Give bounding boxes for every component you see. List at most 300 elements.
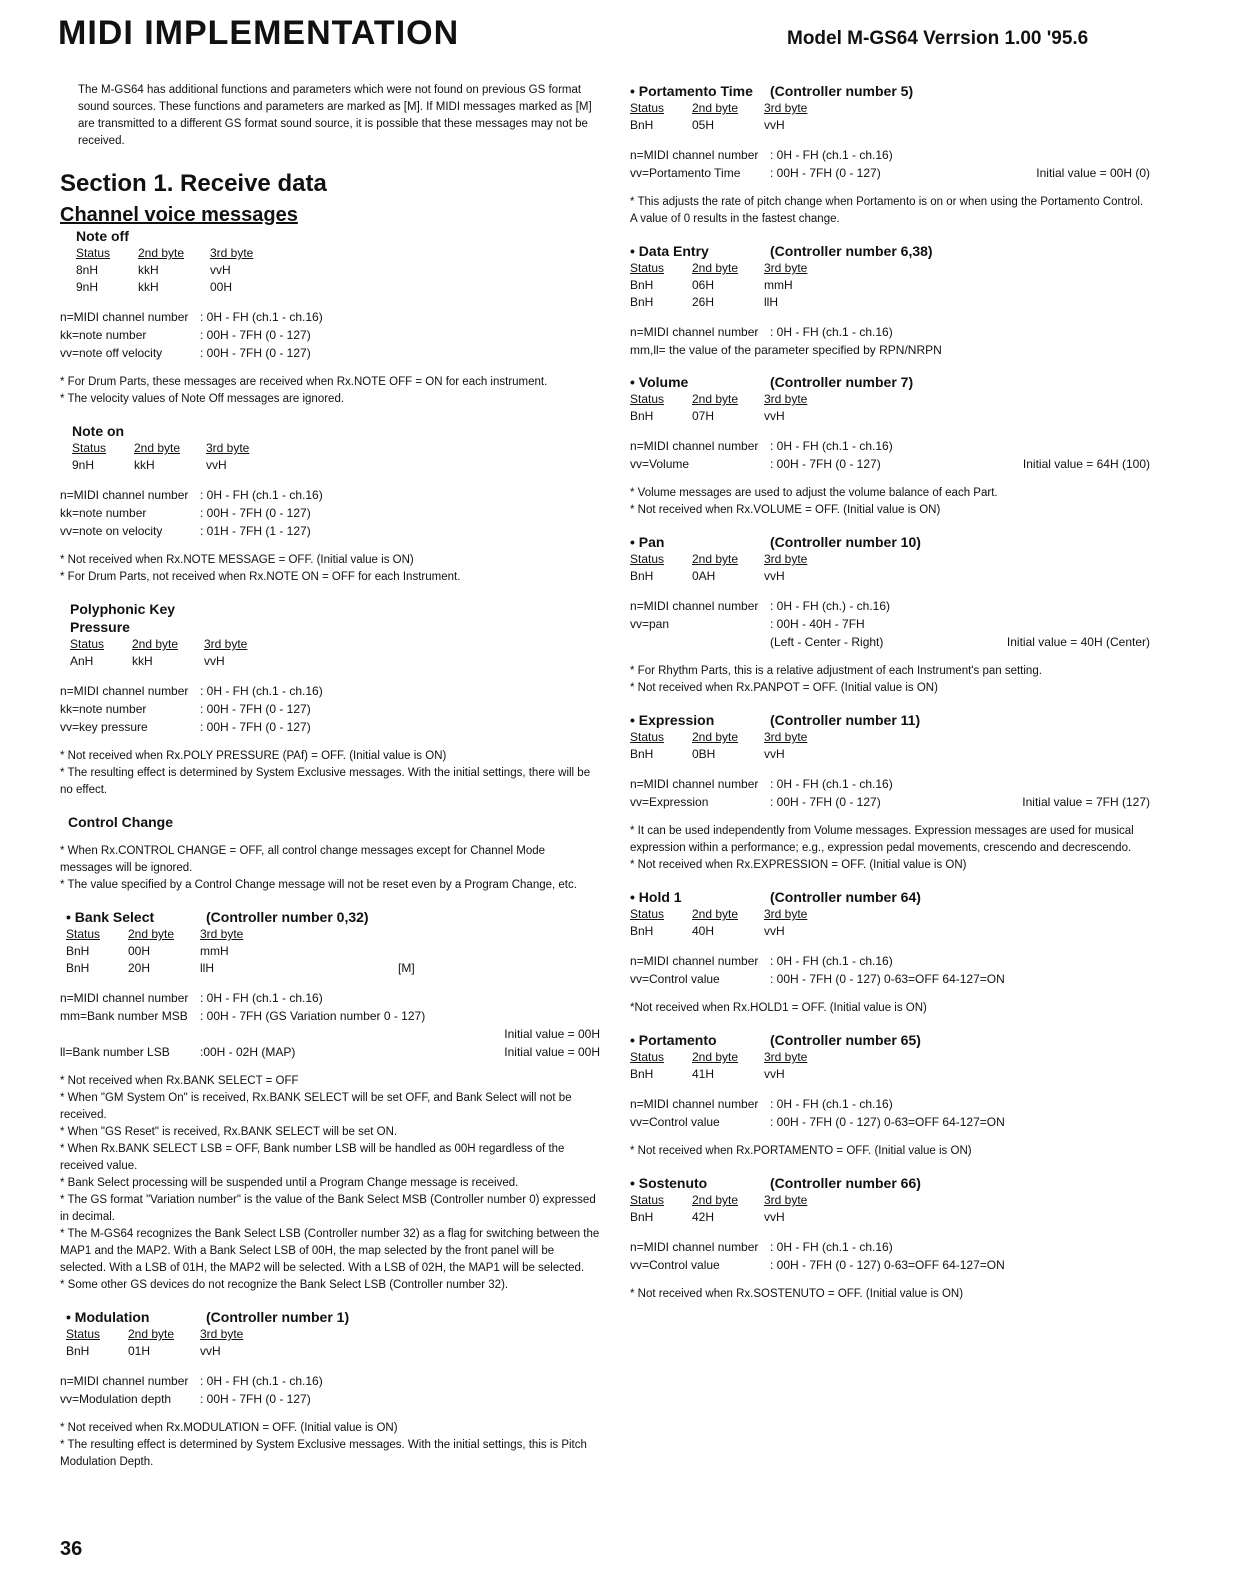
column-header: Status: [66, 927, 101, 941]
byte-table-header: [630, 100, 1150, 117]
parameter-range: : 0H - FH (ch.1 - ch.16): [200, 310, 323, 324]
parameter-row: [60, 700, 600, 718]
parameter-list: [630, 952, 1150, 988]
byte-cell: BnH: [630, 1067, 654, 1081]
message-name: • Hold 1: [630, 889, 682, 905]
block-data-entry: [630, 242, 1150, 359]
byte-cell: BnH: [630, 118, 654, 132]
byte-row: [630, 1209, 1150, 1226]
message-name: • Modulation: [66, 1309, 150, 1325]
parameter-name: ll=Bank number LSB: [60, 1045, 170, 1059]
byte-table: [76, 245, 600, 296]
notes: [60, 1073, 600, 1294]
note: * Not received when Rx.PANPOT = OFF. (Initial value is ON): [630, 682, 938, 694]
parameter-list: [630, 146, 1150, 182]
byte-row: [630, 294, 1150, 311]
parameter-list: [630, 323, 1150, 359]
column-header: 2nd byte: [692, 392, 739, 406]
parameter-name: vv=note on velocity: [60, 524, 163, 538]
parameter-range: : 01H - 7FH (1 - 127): [200, 524, 311, 538]
byte-cell: 26H: [692, 295, 715, 309]
right-column: [630, 82, 1150, 1303]
parameter-list: [630, 597, 1150, 651]
message-name: • Bank Select: [66, 909, 155, 925]
note: * The value specified by a Control Change message will not be reset even by a Program Change, etc.: [60, 879, 577, 891]
notes: [60, 843, 600, 894]
byte-row: [630, 1066, 1150, 1083]
message-title: [630, 1174, 1150, 1192]
parameter-range: : 0H - FH (ch.1 - ch.16): [770, 1240, 893, 1254]
parameter-row: [630, 437, 1150, 455]
parameter-row: [630, 597, 1150, 615]
column-header: 2nd byte: [132, 637, 179, 651]
byte-cell: BnH: [630, 409, 654, 423]
column-header: 2nd byte: [128, 927, 175, 941]
initial-value: Initial value = 64H (100): [1022, 457, 1150, 471]
note: * Not received when Rx.SOSTENUTO = OFF. (Initial value is ON): [630, 1288, 964, 1300]
byte-table-header: [630, 1049, 1150, 1066]
parameter-row: [60, 504, 600, 522]
byte-row: [66, 960, 600, 977]
parameter-name: n=MIDI channel number: [60, 991, 189, 1005]
left-column: [60, 82, 600, 1471]
column-header: 2nd byte: [692, 1193, 739, 1207]
notes: [630, 823, 1150, 874]
parameter-row: [630, 970, 1150, 988]
controller-number: (Controller number 11): [770, 712, 921, 728]
byte-cell: llH: [764, 295, 778, 309]
message-title: [68, 813, 600, 831]
parameter-row: [630, 633, 1150, 651]
byte-cell: 9nH: [76, 280, 99, 294]
note: * Not received when Rx.NOTE MESSAGE = OFF. (Initial value is ON): [60, 554, 414, 566]
parameter-range: : 00H - 7FH (0 - 127) 0-63=OFF 64-127=ON: [770, 972, 1005, 986]
message-name: • Sostenuto: [630, 1175, 708, 1191]
byte-row: [630, 746, 1150, 763]
column-header: 3rd byte: [204, 637, 248, 651]
block-expression: [630, 711, 1150, 874]
byte-row: [72, 457, 600, 474]
parameter-range: : 00H - 7FH (0 - 127): [200, 1392, 311, 1406]
byte-cell: BnH: [630, 569, 654, 583]
column-header: 2nd byte: [692, 1050, 739, 1064]
subsection-title: Channel voice messages: [60, 204, 298, 226]
column-header: 3rd byte: [206, 441, 250, 455]
column-header: Status: [630, 907, 665, 921]
section-title: Section 1. Receive data: [60, 170, 327, 197]
message-title: [66, 908, 600, 926]
byte-cell: vvH: [764, 118, 785, 132]
parameter-row: [630, 775, 1150, 793]
column-header: 2nd byte: [138, 246, 185, 260]
controller-number: (Controller number 6,38): [770, 243, 933, 259]
parameter-range: : 00H - 7FH (0 - 127): [770, 795, 881, 809]
column-header: Status: [630, 552, 665, 566]
column-header: 2nd byte: [134, 441, 181, 455]
parameter-range: : 00H - 7FH (0 - 127): [200, 328, 311, 342]
column-header: 3rd byte: [764, 1050, 808, 1064]
parameter-range: : 00H - 7FH (0 - 127) 0-63=OFF 64-127=ON: [770, 1115, 1005, 1129]
controller-number: (Controller number 1): [206, 1309, 350, 1325]
byte-row: [630, 568, 1150, 585]
parameter-name: vv=Control value: [630, 972, 720, 986]
note: * Not received when Rx.POLY PRESSURE (PAf) = OFF. (Initial value is ON): [60, 750, 447, 762]
parameter-row: [60, 1043, 600, 1061]
byte-table-header: [70, 636, 600, 653]
column-header: 3rd byte: [764, 392, 808, 406]
parameter-range: : 0H - FH (ch.1 - ch.16): [770, 954, 893, 968]
column-header: Status: [630, 1193, 665, 1207]
note: * When Rx.BANK SELECT LSB = OFF, Bank number LSB will be handled as 00H regardless of the received value.: [60, 1143, 565, 1172]
byte-row: [630, 923, 1150, 940]
byte-row: [630, 277, 1150, 294]
controller-number: (Controller number 0,32): [206, 909, 369, 925]
byte-cell: 01H: [128, 1344, 151, 1358]
byte-cell: [M]: [398, 961, 415, 975]
column-header: 3rd byte: [764, 907, 808, 921]
parameter-range: : 0H - FH (ch.) - ch.16): [770, 599, 891, 613]
message-title: [630, 373, 1150, 391]
parameter-row: [60, 1007, 600, 1025]
byte-table-header: [630, 260, 1150, 277]
parameter-range: : 00H - 40H - 7FH: [770, 617, 865, 631]
parameter-row: [60, 989, 600, 1007]
note: * Not received when Rx.MODULATION = OFF. (Initial value is ON): [60, 1422, 398, 1434]
parameter-row: [630, 455, 1150, 473]
parameter-name: n=MIDI channel number: [60, 684, 189, 698]
parameter-name: n=MIDI channel number: [630, 1240, 759, 1254]
parameter-range: : 0H - FH (ch.1 - ch.16): [200, 488, 323, 502]
byte-cell: BnH: [630, 924, 654, 938]
message-name: • Expression: [630, 712, 715, 728]
byte-cell: vvH: [764, 1067, 785, 1081]
byte-cell: 8nH: [76, 263, 99, 277]
notes: [630, 1000, 1150, 1017]
parameter-row: [60, 326, 600, 344]
byte-row: [76, 279, 600, 296]
note: * The M-GS64 recognizes the Bank Select LSB (Controller number 32) as a flag for switching between the MAP1 and the MAP2. With a Bank Select LSB of 00H, the map selected by the front panel will be selected. With a LSB of 01H, the MAP2 will be selected. With a LSB of 02H, the MAP1 will be selected.: [60, 1228, 600, 1274]
byte-table: [630, 1049, 1150, 1083]
byte-cell: vvH: [200, 1344, 221, 1358]
block-modulation: [60, 1308, 600, 1471]
initial-value: Initial value = 7FH (127): [1022, 795, 1150, 809]
note: * It can be used independently from Volume messages. Expression messages are used for musical expression within a performance; e.g., expression pedal movements, crescendo and decrescendo.: [630, 825, 1134, 854]
message-title: [66, 1308, 600, 1326]
parameter-row: [630, 1113, 1150, 1131]
byte-table-header: [630, 906, 1150, 923]
column-header: 3rd byte: [764, 552, 808, 566]
byte-table-header: [66, 1326, 600, 1343]
controller-number: (Controller number 5): [770, 83, 914, 99]
block-hold1: [630, 888, 1150, 1017]
parameter-range: : 00H - 7FH (0 - 127): [200, 346, 311, 360]
parameter-row: [60, 522, 600, 540]
byte-table: [630, 100, 1150, 134]
parameter-name: [630, 633, 770, 651]
controller-number: (Controller number 65): [770, 1032, 921, 1048]
byte-table-header: [72, 440, 600, 457]
column-header: Status: [70, 637, 105, 651]
parameter-list: [60, 682, 600, 736]
byte-row: [66, 943, 600, 960]
note: * For Drum Parts, not received when Rx.NOTE ON = OFF for each Instrument.: [60, 571, 461, 583]
parameter-list: [60, 989, 600, 1061]
byte-cell: 07H: [692, 409, 715, 423]
column-header: 3rd byte: [200, 1327, 244, 1341]
byte-cell: 41H: [692, 1067, 715, 1081]
byte-table-header: [630, 1192, 1150, 1209]
byte-cell: 9nH: [72, 458, 95, 472]
intro-paragraph: The M-GS64 has additional functions and parameters which were not found on previous GS format sound sources. These functions and parameters are marked as [M]. If MIDI messages marked as [M] are transmitted to a different GS format sound source, it is possible that these messages may not be received.: [78, 84, 592, 147]
column-header: 3rd byte: [764, 730, 808, 744]
parameter-name: mm,ll= the value of the parameter specified by RPN/NRPN: [630, 343, 942, 357]
column-header: 3rd byte: [764, 261, 808, 275]
parameter-range: : 0H - FH (ch.1 - ch.16): [200, 1374, 323, 1388]
byte-cell: 00H: [210, 280, 233, 294]
parameter-range: : 0H - FH (ch.1 - ch.16): [770, 325, 893, 339]
column-header: Status: [76, 246, 111, 260]
parameter-row: [630, 793, 1150, 811]
parameter-range: : 0H - FH (ch.1 - ch.16): [770, 1097, 893, 1111]
parameter-list: [60, 486, 600, 540]
parameter-row: [630, 341, 1150, 359]
parameter-range: : 0H - FH (ch.1 - ch.16): [200, 684, 323, 698]
parameter-name: n=MIDI channel number: [630, 954, 759, 968]
parameter-row: [60, 1372, 600, 1390]
notes: [60, 748, 600, 799]
note: * Not received when Rx.PORTAMENTO = OFF. (Initial value is ON): [630, 1145, 972, 1157]
block-sostenuto: [630, 1174, 1150, 1303]
column-header: Status: [630, 1050, 665, 1064]
column-header: Status: [630, 730, 665, 744]
parameter-name: vv=pan: [630, 617, 670, 631]
parameter-name: n=MIDI channel number: [630, 599, 759, 613]
parameter-range: : 00H - 7FH (0 - 127): [200, 506, 311, 520]
parameter-list: [630, 1095, 1150, 1131]
parameter-name: n=MIDI channel number: [630, 439, 759, 453]
message-name: • Pan: [630, 534, 665, 550]
note: * Not received when Rx.EXPRESSION = OFF. (Initial value is ON): [630, 859, 967, 871]
parameter-name: n=MIDI channel number: [630, 1097, 759, 1111]
block-portamento-time: [630, 82, 1150, 228]
message-name: • Portamento Time: [630, 83, 753, 99]
byte-cell: vvH: [204, 654, 225, 668]
block-portamento: [630, 1031, 1150, 1160]
message-title: [72, 422, 600, 440]
block-poly-pressure: [60, 600, 600, 799]
message-name: • Data Entry: [630, 243, 709, 259]
initial-value: Initial value = 00H: [504, 1045, 600, 1059]
byte-cell: mmH: [764, 278, 793, 292]
parameter-range: : 00H - 7FH (0 - 127): [770, 166, 881, 180]
notes: [60, 1420, 600, 1471]
parameter-name: vv=note off velocity: [60, 346, 163, 360]
parameter-name: kk=note number: [60, 328, 147, 342]
byte-table-header: [630, 729, 1150, 746]
byte-cell: vvH: [764, 409, 785, 423]
byte-cell: 06H: [692, 278, 715, 292]
note: * Some other GS devices do not recognize the Bank Select LSB (Controller number 32).: [60, 1279, 509, 1291]
parameter-name: n=MIDI channel number: [630, 777, 759, 791]
parameter-row: [60, 1390, 600, 1408]
parameter-name: vv=key pressure: [60, 720, 148, 734]
byte-table: [630, 729, 1150, 763]
column-header: 2nd byte: [692, 261, 739, 275]
byte-cell: vvH: [206, 458, 227, 472]
parameter-range: : 0H - FH (ch.1 - ch.16): [200, 991, 323, 1005]
note: * Bank Select processing will be suspended until a Program Change message is received.: [60, 1177, 519, 1189]
message-title: [76, 227, 600, 245]
notes: [630, 1143, 1150, 1160]
byte-table: [72, 440, 600, 474]
byte-cell: AnH: [70, 654, 94, 668]
byte-cell: BnH: [66, 961, 90, 975]
message-title: [630, 82, 1150, 100]
byte-cell: vvH: [764, 1210, 785, 1224]
parameter-row: [630, 164, 1150, 182]
message-name: Polyphonic Key Pressure: [70, 601, 176, 635]
note: *Not received when Rx.HOLD1 = OFF. (Initial value is ON): [630, 1002, 927, 1014]
message-name: Control Change: [68, 814, 173, 830]
column-header: 3rd byte: [764, 1193, 808, 1207]
parameter-list: [630, 775, 1150, 811]
column-header: 2nd byte: [692, 730, 739, 744]
notes: [630, 663, 1150, 697]
notes: [60, 374, 600, 408]
notes: [630, 194, 1150, 228]
message-name: • Volume: [630, 374, 689, 390]
column-header: 2nd byte: [692, 552, 739, 566]
parameter-name: vv=Modulation depth: [60, 1392, 172, 1406]
byte-table: [630, 1192, 1150, 1226]
byte-table-header: [630, 391, 1150, 408]
byte-cell: llH: [200, 961, 214, 975]
byte-table-header: [76, 245, 600, 262]
byte-cell: kkH: [138, 280, 159, 294]
byte-table: [630, 906, 1150, 940]
message-title: [630, 533, 1150, 551]
parameter-row: [630, 615, 1150, 633]
block-note-off: [60, 227, 600, 408]
byte-table: [630, 260, 1150, 311]
byte-cell: BnH: [66, 944, 90, 958]
byte-cell: 40H: [692, 924, 715, 938]
parameter-name: vv=Volume: [630, 457, 690, 471]
note: * The resulting effect is determined by System Exclusive messages. With the initial settings, this is Pitch Modulation Depth.: [60, 1439, 587, 1468]
message-name: Note off: [76, 228, 129, 244]
byte-cell: vvH: [764, 747, 785, 761]
note: * When Rx.CONTROL CHANGE = OFF, all control change messages except for Channel Mode messages will be ignored.: [60, 845, 546, 874]
parameter-range: : 00H - 7FH (0 - 127) 0-63=OFF 64-127=ON: [770, 1258, 1005, 1272]
parameter-row: [630, 952, 1150, 970]
byte-cell: BnH: [630, 278, 654, 292]
parameter-list: [630, 1238, 1150, 1274]
parameter-row: [60, 344, 600, 362]
note: * The resulting effect is determined by System Exclusive messages. With the initial settings, there will be no effect.: [60, 767, 591, 796]
initial-value: Initial value = 00H (0): [1036, 166, 1150, 180]
parameter-range: : 0H - FH (ch.1 - ch.16): [770, 439, 893, 453]
note: * For Rhythm Parts, this is a relative adjustment of each Instrument's pan setting.: [630, 665, 1042, 677]
parameter-range: : 00H - 7FH (0 - 127): [200, 720, 311, 734]
parameter-list: [60, 308, 600, 362]
column-header: Status: [72, 441, 107, 455]
parameter-name: n=MIDI channel number: [60, 310, 189, 324]
byte-cell: 42H: [692, 1210, 715, 1224]
column-header: 2nd byte: [128, 1327, 175, 1341]
byte-cell: BnH: [630, 295, 654, 309]
parameter-row: [60, 486, 600, 504]
block-volume: [630, 373, 1150, 519]
byte-cell: kkH: [132, 654, 153, 668]
controller-number: (Controller number 10): [770, 534, 921, 550]
byte-cell: kkH: [134, 458, 155, 472]
initial-value: Initial value = 00H: [504, 1027, 600, 1041]
parameter-name: mm=Bank number MSB: [60, 1009, 188, 1023]
note: * This adjusts the rate of pitch change when Portamento is on or when using the Portamento Control. A value of 0 results in the fastest change.: [630, 196, 1144, 225]
note: * Volume messages are used to adjust the volume balance of each Part.: [630, 487, 998, 499]
column-header: Status: [66, 1327, 101, 1341]
byte-cell: 00H: [128, 944, 151, 958]
message-title: [630, 242, 1150, 260]
parameter-name: vv=Portamento Time: [630, 166, 741, 180]
parameter-range: : 00H - 7FH (GS Variation number 0 - 127): [200, 1009, 426, 1023]
parameter-row: [630, 1238, 1150, 1256]
message-title: [630, 711, 1150, 729]
byte-table: [66, 926, 600, 977]
parameter-row: [630, 323, 1150, 341]
note: * The GS format "Variation number" is the value of the Bank Select MSB (Controller number 0) expressed in decimal.: [60, 1194, 596, 1223]
model-version: Model M-GS64 Verrsion 1.00 '95.6: [787, 28, 1089, 49]
parameter-range: : 0H - FH (ch.1 - ch.16): [770, 777, 893, 791]
block-pan: [630, 533, 1150, 697]
column-header: Status: [630, 101, 665, 115]
column-header: Status: [630, 261, 665, 275]
note: * The velocity values of Note Off messages are ignored.: [60, 393, 345, 405]
note: * When "GS Reset" is received, Rx.BANK SELECT will be set ON.: [60, 1126, 398, 1138]
column-header: 3rd byte: [764, 101, 808, 115]
parameter-name: vv=Control value: [630, 1115, 720, 1129]
byte-cell: kkH: [138, 263, 159, 277]
message-title: [70, 600, 600, 636]
parameter-name: n=MIDI channel number: [630, 325, 759, 339]
controller-number: (Controller number 66): [770, 1175, 921, 1191]
note: * Not received when Rx.VOLUME = OFF. (Initial value is ON): [630, 504, 941, 516]
parameter-name: kk=note number: [60, 702, 147, 716]
parameter-range: : 00H - 7FH (0 - 127): [200, 702, 311, 716]
byte-row: [630, 408, 1150, 425]
byte-cell: BnH: [66, 1344, 90, 1358]
block-bank-select: [60, 908, 600, 1294]
parameter-row: [60, 682, 600, 700]
parameter-list: [60, 1372, 600, 1408]
parameter-range: :00H - 02H (MAP): [200, 1045, 296, 1059]
parameter-name: vv=Expression: [630, 795, 709, 809]
byte-cell: BnH: [630, 1210, 654, 1224]
parameter-list: [630, 437, 1150, 473]
note: * For Drum Parts, these messages are received when Rx.NOTE OFF = ON for each instrument.: [60, 376, 548, 388]
block-note-on: [60, 422, 600, 586]
initial-value: Initial value = 40H (Center): [1006, 635, 1150, 649]
parameter-name: kk=note number: [60, 506, 147, 520]
controller-number: (Controller number 64): [770, 889, 921, 905]
column-header: 3rd byte: [200, 927, 244, 941]
page-title: MIDI IMPLEMENTATION: [58, 14, 460, 52]
column-header: 2nd byte: [692, 101, 739, 115]
notes: [60, 552, 600, 586]
byte-cell: 05H: [692, 118, 715, 132]
byte-row: [66, 1343, 600, 1360]
byte-cell: mmH: [200, 944, 229, 958]
